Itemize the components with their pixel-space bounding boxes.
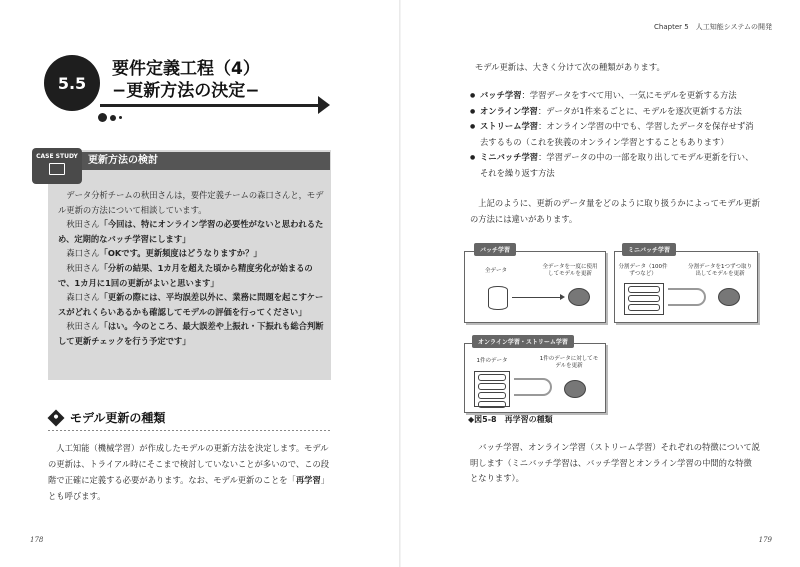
right-bottom-paragraph: バッチ学習、オンライン学習（ストリーム学習）それぞれの特徴について説明します（ミニバッチ学習は、バッチ学習とオンライン学習の中間的な特徴となります）。 — [470, 442, 760, 484]
figure-caption: ◆図5-8 再学習の種類 — [468, 415, 553, 424]
page-number-right: 179 — [758, 536, 772, 544]
data-stack-icon — [624, 283, 664, 315]
figure-batch-tag: バッチ学習 — [474, 243, 516, 256]
database-icon — [488, 286, 508, 310]
subsection-title: モデル更新の種類 — [70, 411, 166, 425]
data-stack-icon — [474, 371, 510, 407]
figure-batch-panel — [464, 251, 606, 323]
section-title-line1: 要件定義工程（4） — [112, 59, 260, 79]
figure-minibatch-data-label: 分割データ（100件ずつなど） — [618, 264, 668, 277]
dialog-line: 秋田さん「はい。今のところ、最大誤差や上振れ・下振れも総合判断して更新チェックを行う予定です」 — [58, 321, 324, 346]
subsection-divider — [48, 430, 330, 431]
list-item: ● ミニバッチ学習：学習データの中の一部を取り出してモデル更新を行い、それを繰り返す方法 — [470, 150, 760, 181]
loop-arrow-icon — [668, 288, 706, 306]
monitor-icon — [49, 163, 65, 175]
dot-icon — [98, 113, 107, 122]
model-brain-icon — [568, 288, 590, 306]
dialog-line: 秋田さん「分析の結果、1カ月を超えた頃から精度劣化が始まるので、1カ月に1回の更新がよいと思います」 — [58, 262, 313, 288]
section-title-line2: −更新方法の決定− — [112, 81, 260, 101]
right-intro: モデル更新は、大きく分けて次の種類があります。 — [475, 62, 665, 72]
update-types-list — [470, 88, 760, 182]
decorative-dots — [98, 113, 122, 122]
dialog-line: 森口さん「OKです。更新頻度はどうなりますか？」 — [66, 248, 262, 259]
model-brain-icon — [718, 288, 740, 306]
section-underline — [100, 104, 325, 107]
figure-batch-action-label: 全データを一度に使用してモデルを更新 — [542, 264, 598, 277]
section-arrow-icon — [318, 96, 330, 114]
subsection-body: 人工知能（機械学習）が作成したモデルの更新方法を決定します。モデルの更新は、トライアル時にそこまで検討していないことが多いので、この段階で正確に定義する必要があります。なお、モデル更新のことを「再学習」とも呼びます。 — [48, 443, 330, 501]
case-study-badge — [32, 148, 82, 184]
section-number-badge — [44, 55, 100, 111]
section-title — [112, 58, 260, 102]
list-item: ● ストリーム学習：オンライン学習の中でも、学習したデータを保存せず消去するもの（これを狭義のオンライン学習とすることもあります） — [470, 119, 760, 150]
case-study-intro: データ分析チームの秋田さんは，要件定義チームの森口さんと，モデル更新の方法について相談しています。 — [58, 190, 324, 215]
figure-online-action-label: 1件のデータに対してモデルを更新 — [539, 356, 599, 369]
section-number: 5.5 — [57, 73, 87, 93]
figure-batch-data-label: 全データ — [484, 268, 507, 274]
figure-minibatch-action-label: 分割データを1つずつ取り出してモデルを更新 — [687, 264, 752, 277]
case-study-body — [58, 188, 326, 349]
dialog-line: 秋田さん「今回は、特にオンライン学習の必要性がないと思われるため、定期的なバッチ学習にします」 — [58, 219, 324, 244]
dot-icon — [119, 116, 122, 119]
case-study-badge-label: CASE STUDY — [36, 153, 78, 160]
loop-arrow-icon — [514, 378, 552, 396]
arrow-icon — [512, 297, 560, 298]
keyword: 再学習 — [295, 475, 321, 485]
model-brain-icon — [564, 380, 586, 398]
dot-icon — [110, 115, 116, 121]
dialog-line: 森口さん「更新の際には、平均誤差以外に、業務に問題を起こすケースがどれくらいあるかも確認してモデルの評価を行ってください」 — [58, 292, 324, 317]
diamond-icon — [48, 410, 65, 427]
figure-minibatch-tag: ミニバッチ学習 — [622, 243, 676, 256]
right-page — [400, 0, 800, 567]
figure-online-tag: オンライン学習・ストリーム学習 — [472, 335, 574, 348]
figure-online-data-label: 1件のデータ — [476, 358, 508, 364]
right-paragraph: 上記のように、更新のデータ量をどのように取り扱うかによってモデル更新の方法には違いがあります。 — [470, 198, 760, 224]
list-item: ● オンライン学習：データが1件来るごとに、モデルを逐次更新する方法 — [470, 104, 760, 120]
list-item: ● バッチ学習：学習データをすべて用い、一気にモデルを更新する方法 — [470, 88, 760, 104]
case-study-title: 更新方法の検討 — [82, 152, 330, 170]
page-number-left: 178 — [30, 536, 44, 544]
chapter-header: Chapter 5 人工知能システムの開発 — [654, 23, 772, 31]
